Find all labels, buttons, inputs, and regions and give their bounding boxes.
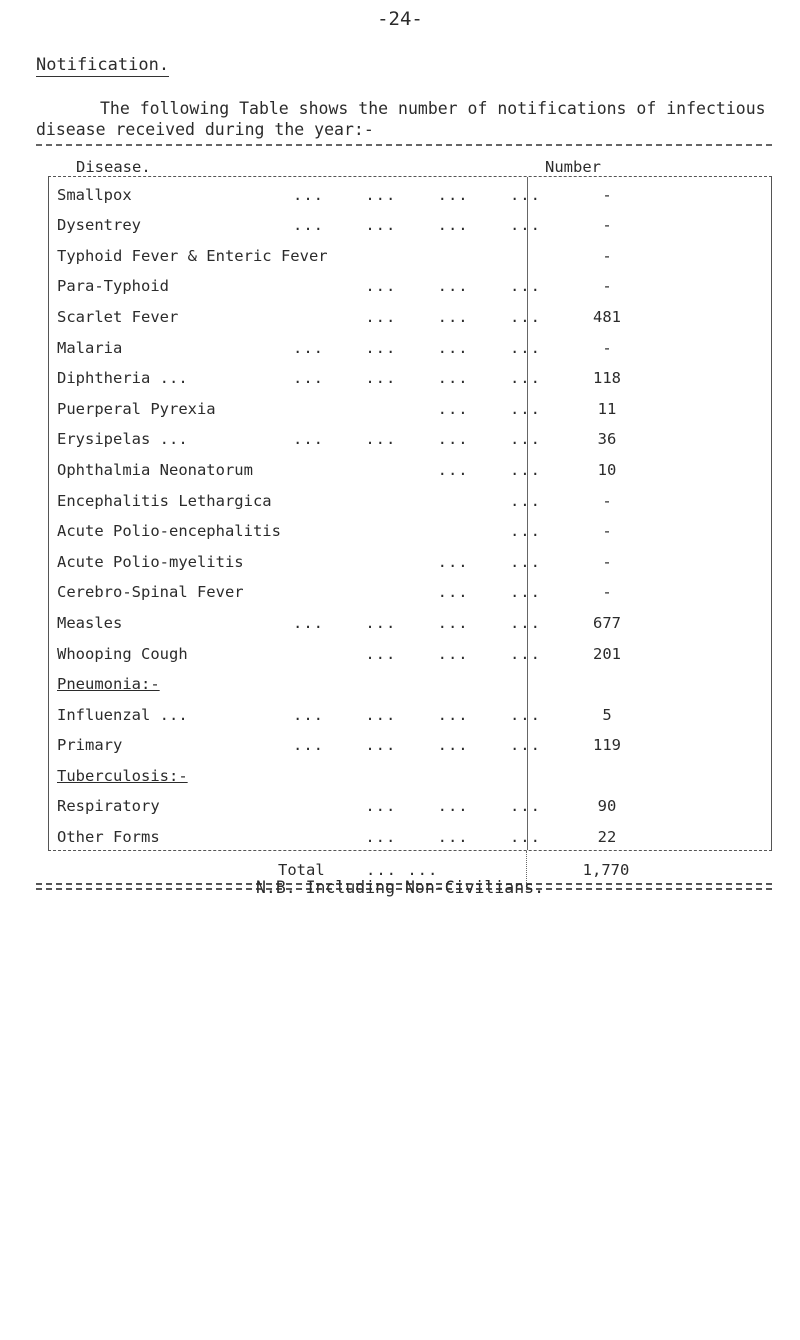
disease-label: Encephalitis Lethargica [57,491,272,510]
dot-leaders: ... ... ... ... [293,185,541,204]
table-row [49,269,771,300]
dot-leaders: ... ... ... ... [293,705,541,724]
header-disease: Disease. [76,158,151,176]
disease-label: Tuberculosis:- [57,766,188,785]
table-row [49,483,771,514]
table-row [49,636,771,667]
dot-leaders: ... ... [293,399,541,418]
table-row [49,544,771,575]
dot-leaders: ... ... [293,460,541,479]
table-row [49,575,771,606]
notification-count: - [602,185,612,204]
disease-label: Measles [57,613,123,632]
notification-count: - [602,216,612,235]
notification-count: 36 [597,430,617,449]
table-row [49,728,771,759]
table-row [49,819,771,850]
notification-count: 677 [593,613,621,632]
notification-count: - [602,583,612,602]
disease-label: Respiratory [57,797,160,816]
dot-leaders: ... ... ... ... [293,613,541,632]
total-leaders: ... ... [366,861,439,880]
notification-count: - [602,338,612,357]
disease-label: Para-Typhoid [57,277,169,296]
header-number: Number [545,158,601,176]
dot-leaders: ... [293,522,541,541]
table-row [49,789,771,820]
disease-label: Typhoid Fever & Enteric Fever [57,246,328,265]
disease-label: Influenzal ... [57,705,188,724]
page-number: -24- [377,8,423,30]
dot-leaders: ... ... ... [293,307,541,326]
dot-leaders: ... ... ... [293,797,541,816]
table-row [49,391,771,422]
table-row [49,452,771,483]
dot-leaders: ... [293,491,541,510]
disease-label: Acute Polio-myelitis [57,552,244,571]
disease-label: Dysentrey [57,216,141,235]
table-row [49,177,771,208]
disease-label: Erysipelas ... [57,430,188,449]
disease-label: Ophthalmia Neonatorum [57,460,253,479]
dot-leaders: ... ... ... ... [293,430,541,449]
dot-leaders: ... ... ... ... [293,216,541,235]
notification-count: - [602,246,612,265]
dot-leaders: ... ... ... ... [293,338,541,357]
notification-count: 119 [593,736,621,755]
dot-leaders: ... ... [293,583,541,602]
table-row [49,514,771,545]
table-row [49,697,771,728]
dot-leaders: ... ... ... [293,277,541,296]
footnote: N.B. Including Non-Civilians. [255,878,545,897]
total-label: Total [278,861,325,880]
dot-leaders: ... ... ... ... [293,736,541,755]
table-row [49,330,771,361]
dot-leaders: ... ... ... ... [293,369,541,388]
group-heading-row [49,758,771,789]
disease-label: Acute Polio-encephalitis [57,522,281,541]
notification-count: 481 [593,307,621,326]
disease-label: Puerperal Pyrexia [57,399,216,418]
dot-leaders: ... ... ... [293,644,541,663]
group-heading-row [49,667,771,698]
disease-label: Cerebro-Spinal Fever [57,583,244,602]
disease-label: Scarlet Fever [57,307,179,326]
table-header [48,146,772,177]
notification-count: 11 [597,399,617,418]
disease-label: Diphtheria ... [57,369,188,388]
disease-label: Smallpox [57,185,132,204]
intro-paragraph: The following Table shows the number of notifications of infectious disease received during the year:- [36,99,766,139]
total-value: 1,770 [582,861,630,880]
notification-count: - [602,552,612,571]
section-heading: Notification. [36,55,170,75]
disease-label: Whooping Cough [57,644,188,663]
disease-label: Malaria [57,338,123,357]
table-row [49,361,771,392]
dot-leaders: ... ... [293,552,541,571]
disease-label: Other Forms [57,828,160,847]
disease-label: Primary [57,736,123,755]
table-body [48,177,772,851]
notification-count: 201 [593,644,621,663]
table-row [49,238,771,269]
notification-count: - [602,491,612,510]
notification-count: 118 [593,369,621,388]
notification-count: - [602,522,612,541]
table-row [49,208,771,239]
table-row [49,422,771,453]
notifications-table [36,144,772,890]
notification-count: 22 [597,828,617,847]
notification-count: - [602,277,612,296]
table-row [49,299,771,330]
disease-label: Pneumonia:- [57,675,160,694]
notification-count: 10 [597,460,617,479]
table-row [49,605,771,636]
notification-count: 5 [602,705,612,724]
dot-leaders: ... ... ... [293,828,541,847]
notification-count: 90 [597,797,617,816]
